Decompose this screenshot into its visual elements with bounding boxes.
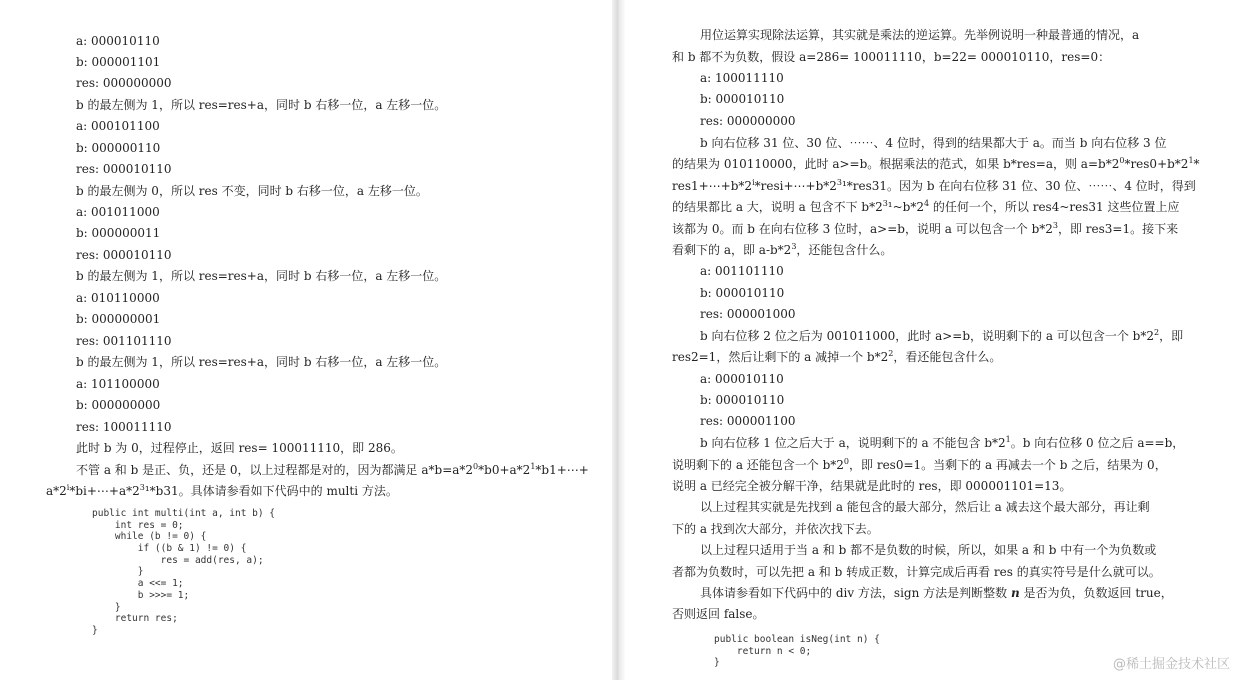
code-line: a <<= 1; (92, 578, 184, 590)
right-page-text-line: 该都为 0。而 b 在向右位移 3 位时，a>=b，说明 a 可以包含一个 $b*2^3$，即 res3=1。接下来 (672, 221, 1179, 236)
left-page-text-line: $a*2^i*bi+\cdots+a*2^3^1*b31$。具体请参看如下代码中的 multi 方法。 (46, 483, 398, 498)
left-page-text-line: res: 000010110 (76, 162, 172, 176)
right-page-text-line: b: 000010110 (700, 393, 785, 407)
left-page-text-line: res: 001101110 (76, 334, 172, 348)
right-page-text-line: 下的 a 找到次大部分，并依次找下去。 (672, 522, 879, 536)
right-page-text-line: a: 100011110 (700, 71, 784, 85)
code-line: if ((b & 1) != 0) { (92, 543, 247, 555)
left-page-text-line: b: 000000001 (76, 312, 161, 326)
left-page-text-line: a: 010110000 (76, 291, 160, 305)
right-page-text-line: res2=1，然后让剩下的 a 减掉一个 $b*2^2$，看还能包含什么。 (672, 349, 1002, 364)
right-page (625, 0, 1240, 680)
right-page-text-line: a: 000010110 (700, 372, 784, 386)
watermark: @稀土掘金技术社区 (1112, 657, 1230, 672)
page-gutter (612, 0, 625, 680)
right-page-text-line: a: 001101110 (700, 264, 784, 278)
right-page-text-line: 看剩下的 a，即 $a-b*2^3$，还能包含什么。 (672, 242, 893, 257)
left-page-text-line: b 的最左侧为 1，所以 res=res+a，同时 b 右移一位，a 左移一位。 (76, 269, 447, 283)
code-line: return res; (92, 613, 178, 625)
right-page-text-line: $res1+\cdots+b*2^i*resi+\cdots+b*2^3^1*res31$。因为 b 在向右位移 31 位、30 位、⋯⋯、4 位时，得到 (672, 178, 1196, 193)
right-page-text-line: 用位运算实现除法运算，其实就是乘法的逆运算。先举例说明一种最普通的情况，a (700, 28, 1140, 42)
code-line: int res = 0; (92, 519, 184, 531)
left-page-text-line: a: 000010110 (76, 34, 160, 48)
right-page-text-line: 的结果为 010110000，此时 a>=b。根据乘法的范式，如果 b*res=a，则 $a=b*2^0*res0+b*2^1*$ (672, 156, 1200, 171)
right-page-text-line: b: 000010110 (700, 286, 785, 300)
code-line: res = add(res, a); (92, 554, 264, 566)
left-page-text-line: res: 100011110 (76, 420, 172, 434)
code-line: public int multi(int a, int b) { (92, 508, 276, 519)
left-page-text-line: b 的最左侧为 1，所以 res=res+a，同时 b 右移一位，a 左移一位。 (76, 355, 447, 369)
left-page-code-block (92, 508, 275, 637)
right-page-text-line: 说明 a 已经完全被分解干净，结果就是此时的 res，即 000001101=13。 (672, 479, 1072, 493)
code-line: public boolean isNeg(int n) { (714, 634, 880, 645)
left-page-text-line: a: 000101100 (76, 119, 160, 133)
left-page-text-line: a: 101100000 (76, 377, 160, 391)
left-page-text-line: b: 000001101 (76, 55, 161, 69)
left-page-text-line: res: 000000000 (76, 76, 172, 90)
right-page-text-line: res: 000000000 (700, 114, 796, 128)
right-page-text-line: b 向右位移 1 位之后大于 a，说明剩下的 a 不能包含 $b*2^1$。b 向右位移 0 位之后 a==b， (700, 435, 1185, 450)
right-page-text-line: b: 000010110 (700, 92, 785, 106)
left-page-text-line: b: 000000011 (76, 226, 161, 240)
left-page-text-line: res: 000010110 (76, 248, 172, 262)
right-page-text-line: b 向右位移 2 位之后为 001011000，此时 a>=b，说明剩下的 a 可以包含一个 $b*2^2$，即 (700, 328, 1184, 343)
right-page-text-line: 具体请参看如下代码中的 div 方法，sign 方法是判断整数 n 是否为负，负数返回 true， (700, 586, 1173, 600)
right-page-text-line: 和 b 都不为负数，假设 a=286= 100011110，b=22= 000010110，res=0： (672, 50, 1111, 64)
left-page-text-line: a: 001011000 (76, 205, 160, 219)
right-page-text-line: 以上过程其实就是先找到 a 能包含的最大部分，然后让 a 减去这个最大部分，再让剩 (700, 500, 1150, 514)
right-page-text-line: res: 000001100 (700, 414, 796, 428)
right-page-text-line: b 向右位移 31 位、30 位、⋯⋯、4 位时，得到的结果都大于 a。而当 b 向右位移 3 位 (700, 136, 1167, 150)
code-line: b >>>= 1; (92, 589, 190, 601)
left-page-text-line: 此时 b 为 0，过程停止，返回 res= 100011110，即 286。 (76, 441, 403, 455)
right-page-text-line: 以上过程只适用于当 a 和 b 都不是负数的时候，所以，如果 a 和 b 中有一个为负数或 (700, 543, 1157, 557)
right-page-text-line: 者都为负数时，可以先把 a 和 b 转成正数，计算完成后再看 res 的真实符号是什么就可以。 (672, 565, 1161, 579)
left-page-text-line: b: 000000000 (76, 398, 161, 412)
right-page-code-block (714, 634, 880, 669)
code-line: } (92, 566, 144, 578)
left-page-text-line: b 的最左侧为 1，所以 res=res+a，同时 b 右移一位，a 左移一位。 (76, 98, 447, 112)
right-page-text-line: 的结果都比 a 大，说明 a 包含不下 $b*2^3^1\sim b*2^4$ 的任何一个，所以 res4~res31 这些位置上应 (672, 199, 1180, 214)
right-page-text-line: 说明剩下的 a 还能包含一个 $b*2^0$，即 res0=1。当剩下的 a 再减去一个 b 之后，结果为 0， (672, 457, 1167, 472)
code-line: } (92, 601, 121, 613)
code-line: return n < 0; (714, 645, 812, 657)
right-page-text-line: res: 000001000 (700, 307, 796, 321)
left-page-text-line: b: 000000110 (76, 141, 161, 155)
right-page-text-line: 否则返回 false。 (672, 607, 765, 621)
code-line: } (714, 657, 720, 669)
code-line: } (92, 624, 98, 636)
left-page-text-line: 不管 a 和 b 是正、负，还是 0，以上过程都是对的，因为都满足 $a*b=a*2^0*b0+a*2^1*b1+\cdots+$ (76, 462, 589, 477)
left-page-text-line: b 的最左侧为 0，所以 res 不变，同时 b 右移一位，a 左移一位。 (76, 184, 428, 198)
left-page (0, 0, 612, 680)
code-line: while (b != 0) { (92, 531, 207, 543)
